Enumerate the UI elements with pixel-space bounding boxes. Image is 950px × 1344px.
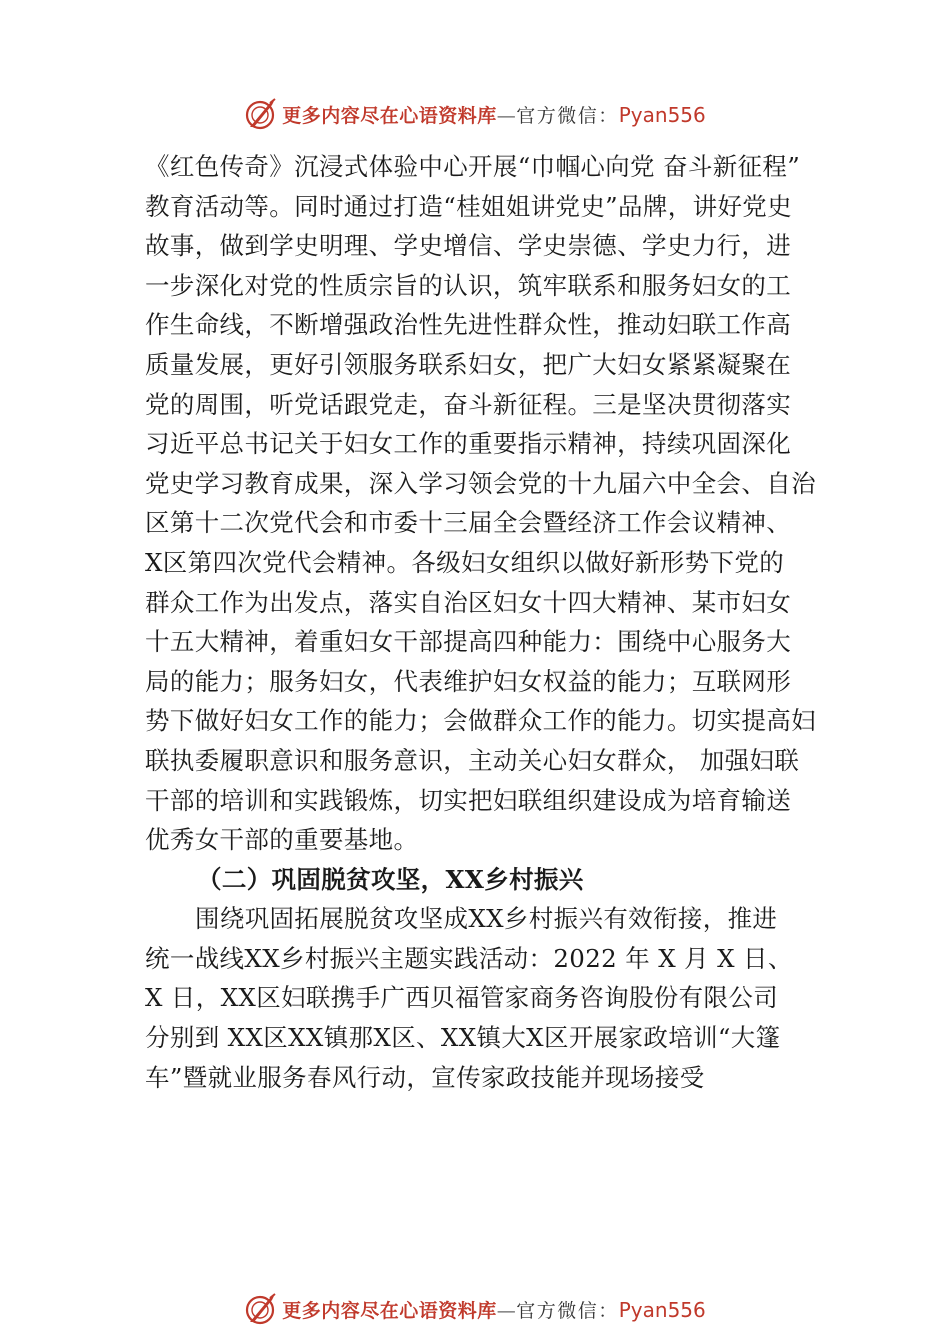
body-line: 联执委履职意识和服务意识，主动关心妇女群众， 加强妇联 bbox=[145, 745, 800, 775]
body-line: 故事，做到学史明理、学史增信、学史崇德、学史力行，进 bbox=[145, 231, 792, 261]
body-line: 一步深化对党的性质宗旨的认识，筑牢联系和服务妇女的工 bbox=[145, 270, 792, 300]
banner-text bbox=[282, 1296, 706, 1323]
banner-brand: 更多内容尽在心语资料库 bbox=[282, 104, 497, 127]
banner-wechat-id: Pyan556 bbox=[618, 102, 706, 127]
body-line: 围绕巩固拓展脱贫攻坚成XX乡村振兴有效衔接，推进 bbox=[195, 904, 778, 934]
banner-official-label: 官方微信： bbox=[516, 1299, 619, 1322]
body-line: 局的能力；服务妇女，代表维护妇女权益的能力；互联网形 bbox=[145, 666, 792, 696]
document-body bbox=[145, 147, 821, 1097]
banner-dash: — bbox=[496, 1299, 517, 1322]
body-line: 习近平总书记关于妇女工作的重要指示精神，持续巩固深化 bbox=[145, 429, 792, 459]
body-line: 《红色传奇》沉浸式体验中心开展“巾帼心向党 奋斗新征程” bbox=[145, 152, 801, 181]
body-line: 群众工作为出发点，落实自治区妇女十四大精神、某市妇女 bbox=[145, 587, 792, 617]
body-line: X区第四次党代会精神。各级妇女组织以做好新形势下党的 bbox=[145, 547, 785, 577]
body-line: 区第十二次党代会和市委十三届全会暨经济工作会议精神、 bbox=[145, 508, 792, 538]
body-line: 优秀女干部的重要基地。 bbox=[145, 825, 419, 855]
body-line: 势下做好妇女工作的能力；会做群众工作的能力。切实提高妇 bbox=[145, 706, 816, 736]
body-line: 党史学习教育成果，深入学习领会党的十九届六中全会、自治 bbox=[145, 468, 816, 498]
banner-brand: 更多内容尽在心语资料库 bbox=[282, 1299, 497, 1322]
banner-official-label: 官方微信： bbox=[516, 104, 619, 127]
body-line: 教育活动等。同时通过打造“桂姐姐讲党史”品牌，讲好党史 bbox=[145, 191, 792, 221]
banner-text bbox=[282, 101, 706, 128]
body-line: 作生命线，不断增强政治性先进性群众性，推动妇联工作高 bbox=[145, 310, 792, 340]
banner-dash: — bbox=[496, 104, 517, 127]
logo-icon bbox=[244, 1292, 278, 1326]
body-line: 干部的培训和实践锻炼，切实把妇联组织建设成为培育输送 bbox=[145, 785, 792, 815]
logo-icon bbox=[244, 97, 278, 131]
body-line: 分别到 XX区XX镇那X区、XX镇大X区开展家政培训“大篷 bbox=[145, 1023, 781, 1053]
header-banner bbox=[0, 92, 950, 136]
body-line: 车”暨就业服务春风行动，宣传家政技能并现场接受 bbox=[145, 1062, 705, 1092]
body-line: 党的周围，听党话跟党走，奋斗新征程。三是坚决贯彻落实 bbox=[145, 389, 792, 419]
body-line: 统一战线XX乡村振兴主题实践活动：2022 年 X 月 X 日、 bbox=[145, 943, 793, 973]
footer-banner bbox=[0, 1287, 950, 1331]
banner-wechat-id: Pyan556 bbox=[618, 1297, 706, 1322]
section-heading: （二）巩固脱贫攻坚，XX乡村振兴 bbox=[197, 864, 584, 894]
body-line: X 日，XX区妇联携手广西贝福管家商务咨询股份有限公司 bbox=[145, 983, 779, 1013]
body-line: 质量发展，更好引领服务联系妇女，把广大妇女紧紧凝聚在 bbox=[145, 349, 792, 379]
body-line: 十五大精神，着重妇女干部提高四种能力：围绕中心服务大 bbox=[145, 627, 792, 657]
